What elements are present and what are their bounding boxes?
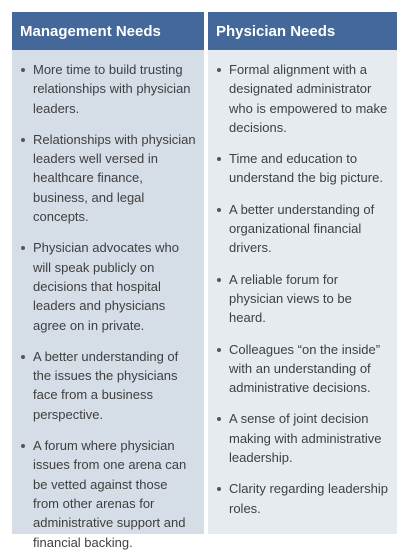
physician-need-item: A better understanding of organizational financial drivers. [216,200,389,258]
physician-needs-header: Physician Needs [208,12,397,50]
management-needs-header: Management Needs [12,12,204,50]
physician-need-item: A sense of joint decision making with administrative leadership. [216,409,389,467]
management-need-item: A forum where physician issues from one arena can be vetted against those from other arenas for administrative support and financial backing. [20,436,196,552]
management-need-item: More time to build trusting relationships with physician leaders. [20,60,196,118]
management-need-item: A better understanding of the issues the physicians face from a business perspective. [20,347,196,424]
management-needs-column [12,12,204,550]
physician-need-item: Clarity regarding leadership roles. [216,479,389,518]
physician-need-item: Time and education to understand the big picture. [216,149,389,188]
management-needs-list [12,50,204,552]
physician-need-item: A reliable forum for physician views to be heard. [216,270,389,328]
physician-needs-column [208,12,397,534]
needs-comparison-table [12,12,397,550]
management-need-item: Physician advocates who will speak publicly on decisions that hospital leaders and physicians agree on in private. [20,238,196,334]
physician-needs-list [208,50,397,518]
management-need-item: Relationships with physician leaders well versed in healthcare finance, business, and legal concepts. [20,130,196,226]
physician-need-item: Formal alignment with a designated administrator who is empowered to make decisions. [216,60,389,137]
physician-need-item: Colleagues “on the inside” with an understanding of administrative decisions. [216,340,389,398]
